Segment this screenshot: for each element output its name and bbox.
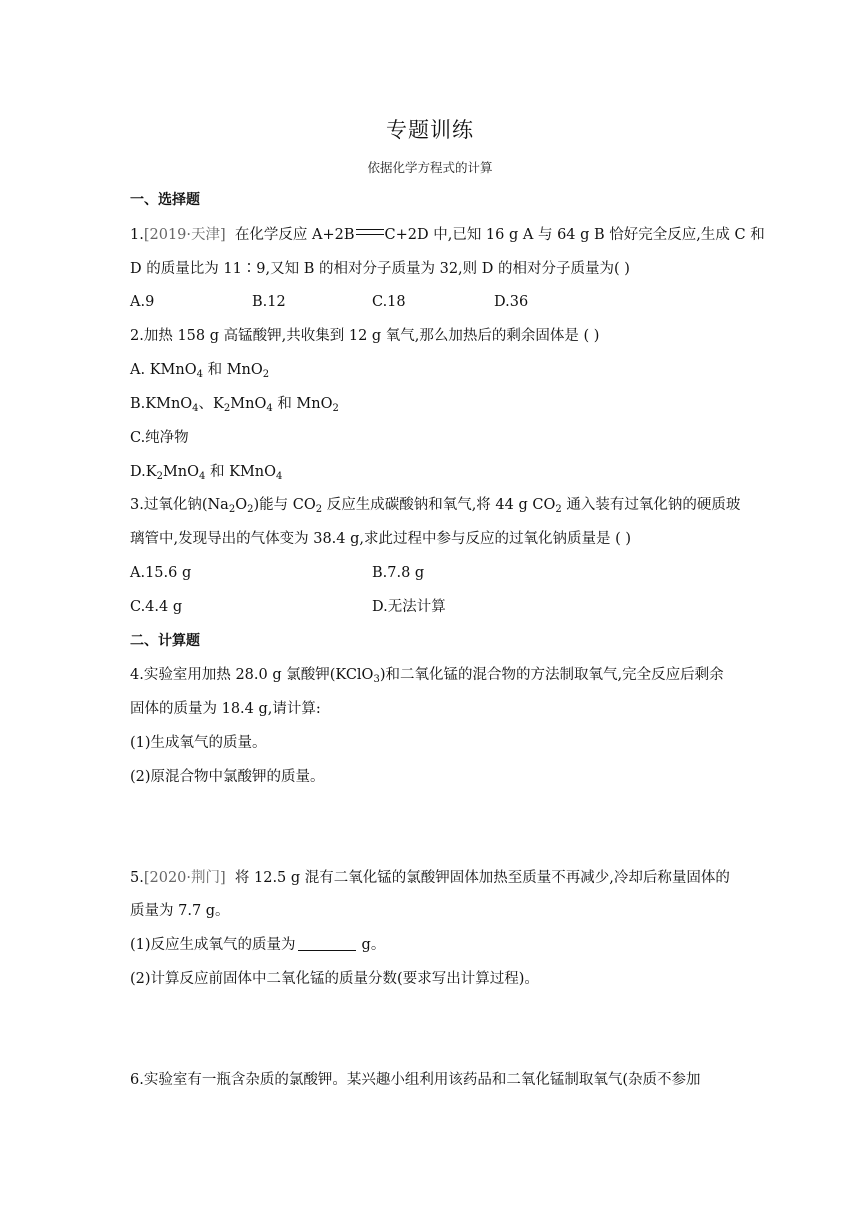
- question-3-line-2: 璃管中,发现导出的气体变为 38.4 g,求此过程中参与反应的过氧化钠质量是 ( ): [130, 531, 632, 547]
- page-title: 专题训练: [386, 118, 474, 142]
- question-1-option-d: D.36: [494, 294, 529, 310]
- question-1-option-a: A.9: [130, 294, 155, 310]
- question-4-part-1: (1)生成氧气的质量。: [130, 735, 267, 751]
- question-6-line-1: 6.实验室有一瓶含杂质的氯酸钾。某兴趣小组利用该药品和二氧化锰制取氧气(杂质不参加: [130, 1072, 701, 1088]
- question-3-option-d: D.无法计算: [372, 599, 446, 615]
- question-1-text-b: C+2D 中,已知 16 g A 与 64 g B 恰好完全反应,生成 C 和: [384, 227, 765, 243]
- question-2-option-c: C.纯净物: [130, 430, 189, 446]
- question-5-source: [2020·荆门]: [143, 870, 226, 886]
- question-3-option-b: B.7.8 g: [372, 565, 425, 581]
- question-5-line-2: 质量为 7.7 g。: [130, 903, 230, 919]
- question-1-source: [2019·天津]: [143, 227, 226, 243]
- question-1-number: 1.: [130, 227, 144, 243]
- question-3-option-a: A.15.6 g: [130, 565, 192, 581]
- question-2-option-a: A. KMnO$_4$ 和 MnO$_2$: [130, 362, 270, 380]
- question-1-option-b: B.12: [252, 294, 286, 310]
- question-4-line-1: 4.实验室用加热 28.0 g 氯酸钾(KClO$_3$)和二氧化锰的混合物的方法制取氧气,完全反应后剩余: [130, 667, 724, 685]
- question-1-line-1: [130, 225, 765, 245]
- question-3-option-c: C.4.4 g: [130, 599, 183, 615]
- reaction-equals-sign: [356, 229, 384, 235]
- answer-blank[interactable]: [298, 936, 356, 951]
- question-1-text-a: 在化学反应 A+2B: [234, 227, 355, 243]
- question-1-line-2: D 的质量比为 11∶9,又知 B 的相对分子质量为 32,则 D 的相对分子质量为( ): [130, 261, 630, 277]
- section-heading-choice: 一、选择题: [130, 192, 200, 208]
- question-1-option-c: C.18: [372, 294, 406, 310]
- section-heading-calculation: 二、计算题: [130, 633, 200, 649]
- question-3-line-1: 3.过氧化钠$(Na_2O_2)$能与 $CO_2$ 反应生成碳酸钠和氧气,将 44 g $CO_2$ 通入装有过氧化钠的硬质玻: [130, 497, 741, 515]
- question-5-part-1: (1)反应生成氧气的质量为 g。: [130, 937, 386, 953]
- question-5-part-2: (2)计算反应前固体中二氧化锰的质量分数(要求写出计算过程)。: [130, 971, 539, 987]
- question-2-option-d: $D.K_2MnO_4$ 和 KMnO$_4$: [130, 464, 283, 482]
- question-2-option-b: B.KMnO$_4$、$K_2MnO_4$ 和 MnO$_2$: [130, 396, 339, 414]
- question-4-part-2: (2)原混合物中氯酸钾的质量。: [130, 769, 325, 785]
- page-subtitle: 依据化学方程式的计算: [367, 160, 493, 175]
- question-4-line-2: 固体的质量为 18.4 g,请计算:: [130, 701, 321, 717]
- question-5-line-1: 5.[2020·荆门] 将 12.5 g 混有二氧化锰的氯酸钾固体加热至质量不再减少,冷却后称量固体的: [130, 870, 730, 886]
- question-2-stem: 2.加热 158 g 高锰酸钾,共收集到 12 g 氧气,那么加热后的剩余固体是 ( ): [130, 328, 600, 344]
